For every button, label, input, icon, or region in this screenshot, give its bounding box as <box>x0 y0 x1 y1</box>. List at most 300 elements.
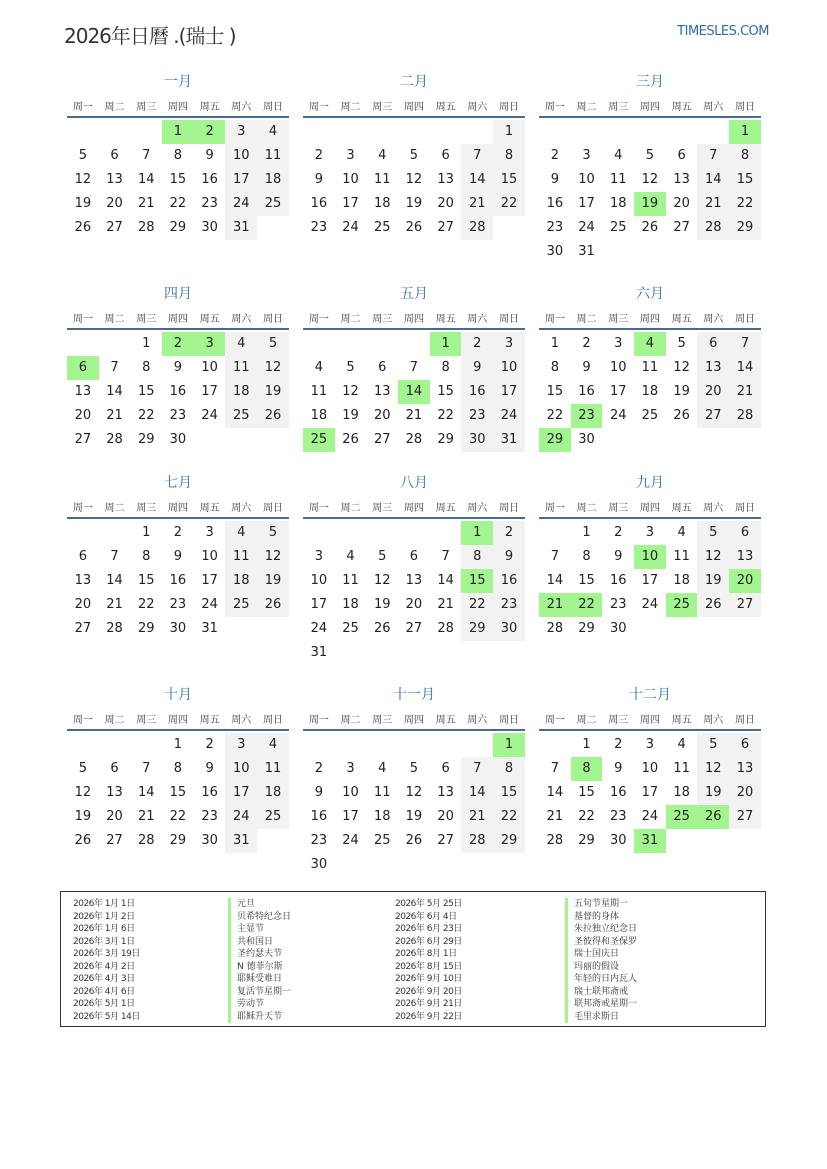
day-cell: 5 <box>378 549 387 564</box>
weekday-label: 周六 <box>703 102 724 113</box>
day-cell: 22 <box>729 192 761 216</box>
day-cell: 28 <box>106 432 123 447</box>
weekday-label: 周一 <box>72 102 93 113</box>
weekday-label: 周二 <box>340 314 361 325</box>
weekday-label: 周五 <box>199 102 220 113</box>
holiday-name: N 德菲尔斯 <box>228 961 291 974</box>
weekday-label: 周三 <box>608 102 629 113</box>
day-cell: 15 <box>169 785 187 800</box>
page-title: 2026年日曆 .(瑞士 ) <box>64 24 236 48</box>
day-cell: 21 <box>405 408 423 423</box>
weekday-label: 周六 <box>703 715 724 726</box>
day-cell: 29 <box>493 829 525 853</box>
holiday-name: 圣彼得和圣保罗 <box>565 936 637 949</box>
day-cell: 20 <box>106 809 123 824</box>
day-cell: 5 <box>257 521 289 545</box>
day-cell: 20 <box>405 597 423 612</box>
day-cell: 16 <box>169 573 187 588</box>
empty-cell <box>602 120 634 144</box>
holiday-name: 贝希特纪念日 <box>228 911 291 924</box>
weekday-label: 周五 <box>671 102 692 113</box>
day-cell: 6 <box>110 761 119 776</box>
day-cell: 13 <box>729 757 761 781</box>
day-cell: 31 <box>578 244 595 259</box>
day-cell: 9 <box>614 549 623 564</box>
day-cell: 11 <box>342 573 359 588</box>
weekday-label: 周六 <box>231 314 252 325</box>
day-cell: 6 <box>67 356 99 380</box>
day-cell: 22 <box>137 408 155 423</box>
day-cell: 30 <box>493 617 525 641</box>
day-cell: 3 <box>493 332 525 356</box>
day-cell: 8 <box>493 144 525 168</box>
day-cell: 7 <box>441 549 450 564</box>
holiday-name: 元旦 <box>228 898 291 911</box>
day-cell: 19 <box>405 196 423 211</box>
day-cell: 20 <box>437 196 454 211</box>
day-cell: 7 <box>110 549 119 564</box>
day-cell: 20 <box>437 809 454 824</box>
day-cell: 18 <box>225 569 257 593</box>
weekday-label: 周六 <box>467 715 488 726</box>
holiday-name: 毛里求斯日 <box>565 1011 637 1024</box>
empty-cell <box>366 521 398 545</box>
day-grid <box>539 733 761 853</box>
day-cell: 29 <box>461 617 493 641</box>
empty-cell <box>67 733 99 757</box>
day-cell: 19 <box>405 809 423 824</box>
month-name: 八月 <box>400 475 428 491</box>
holiday-name: 朱拉独立纪念日 <box>565 923 637 936</box>
day-cell: 13 <box>729 545 761 569</box>
weekday-label: 周日 <box>262 314 283 325</box>
day-cell: 21 <box>106 408 123 423</box>
day-cell: 14 <box>697 168 729 192</box>
day-cell: 4 <box>346 549 355 564</box>
day-cell: 17 <box>641 573 659 588</box>
day-cell: 28 <box>137 833 155 848</box>
weekday-label: 周二 <box>340 503 361 514</box>
day-cell: 13 <box>437 172 454 187</box>
day-cell: 27 <box>74 621 92 636</box>
day-cell: 25 <box>225 593 257 617</box>
day-cell: 16 <box>201 172 218 187</box>
day-cell: 27 <box>373 432 391 447</box>
weekday-label: 周四 <box>403 314 424 325</box>
day-cell: 14 <box>137 172 155 187</box>
day-cell: 12 <box>74 172 92 187</box>
day-cell: 3 <box>314 549 323 564</box>
day-cell: 3 <box>346 148 355 163</box>
month-name: 七月 <box>164 475 192 491</box>
weekday-label: 周三 <box>372 314 393 325</box>
day-cell: 16 <box>310 196 328 211</box>
day-cell: 20 <box>373 408 391 423</box>
day-cell: 23 <box>461 404 493 428</box>
day-cell: 8 <box>173 761 183 776</box>
weekday-label: 周日 <box>498 503 519 514</box>
holiday-date: 2026年 4月 2日 <box>73 961 135 972</box>
day-cell: 5 <box>645 148 655 163</box>
day-cell: 30 <box>461 428 493 452</box>
weekday-label: 周二 <box>104 102 125 113</box>
day-cell: 2 <box>461 332 493 356</box>
day-cell: 13 <box>373 384 391 399</box>
holiday-name: 五旬节星期一 <box>565 898 637 911</box>
day-cell: 16 <box>310 809 328 824</box>
holiday-name: 瑞士联邦斋戒 <box>565 986 637 999</box>
weekday-label: 周三 <box>608 715 629 726</box>
day-cell: 4 <box>677 737 686 752</box>
weekday-label: 周六 <box>703 314 724 325</box>
day-cell: 12 <box>673 360 690 375</box>
day-cell: 23 <box>169 597 187 612</box>
day-cell: 21 <box>437 597 454 612</box>
holiday-date: 2026年 6月 29日 <box>395 936 462 947</box>
day-cell: 27 <box>74 432 92 447</box>
day-cell: 27 <box>106 220 123 235</box>
weekday-label: 周五 <box>435 102 456 113</box>
empty-cell <box>539 521 571 545</box>
day-cell: 18 <box>641 384 659 399</box>
empty-cell <box>430 521 462 545</box>
day-grid <box>303 332 525 452</box>
day-cell: 7 <box>142 148 151 163</box>
day-cell: 24 <box>342 220 359 235</box>
holiday-dates-right <box>395 898 462 1023</box>
day-cell: 2 <box>314 148 323 163</box>
weekday-label: 周一 <box>544 102 565 113</box>
weekday-label: 周一 <box>308 503 329 514</box>
empty-cell <box>666 120 698 144</box>
empty-cell <box>461 733 493 757</box>
day-cell: 22 <box>461 593 493 617</box>
day-cell: 9 <box>314 172 323 187</box>
day-cell: 20 <box>697 380 729 404</box>
day-cell: 18 <box>673 785 690 800</box>
empty-cell <box>366 332 398 356</box>
day-cell: 24 <box>310 621 328 636</box>
holiday-date: 2026年 8月 15日 <box>395 961 462 972</box>
day-cell: 28 <box>437 621 454 636</box>
weekday-label: 周四 <box>403 102 424 113</box>
empty-cell <box>366 733 398 757</box>
weekday-label: 周二 <box>104 314 125 325</box>
site-link[interactable]: TIMESLES.COM <box>677 24 769 39</box>
day-cell: 12 <box>641 172 659 187</box>
day-cell: 2 <box>314 761 323 776</box>
day-cell: 11 <box>373 172 391 187</box>
month-name: 三月 <box>636 74 664 90</box>
empty-cell <box>303 521 335 545</box>
day-cell: 28 <box>405 432 423 447</box>
day-cell: 19 <box>697 569 729 593</box>
empty-cell <box>461 120 493 144</box>
day-cell: 22 <box>571 593 603 617</box>
day-cell: 20 <box>74 408 92 423</box>
weekday-label: 周六 <box>231 503 252 514</box>
day-cell: 7 <box>550 761 559 776</box>
day-cell: 25 <box>342 621 359 636</box>
weekday-label: 周六 <box>467 102 488 113</box>
day-cell: 30 <box>201 220 218 235</box>
weekday-label: 周三 <box>372 715 393 726</box>
day-cell: 4 <box>225 332 257 356</box>
weekday-label: 周一 <box>72 503 93 514</box>
day-cell: 1 <box>729 120 761 144</box>
day-cell: 24 <box>493 404 525 428</box>
day-cell: 8 <box>461 545 493 569</box>
day-cell: 10 <box>634 545 666 569</box>
day-cell: 24 <box>342 833 359 848</box>
day-cell: 10 <box>310 573 328 588</box>
weekday-label: 周二 <box>104 503 125 514</box>
day-cell: 9 <box>314 785 323 800</box>
day-cell: 26 <box>405 833 423 848</box>
day-cell: 23 <box>546 220 564 235</box>
day-cell: 2 <box>614 525 623 540</box>
day-cell: 7 <box>697 144 729 168</box>
weekday-label: 周二 <box>576 314 597 325</box>
day-cell: 19 <box>373 597 391 612</box>
day-cell: 10 <box>609 360 627 375</box>
day-cell: 8 <box>582 549 591 564</box>
weekday-label: 周五 <box>435 314 456 325</box>
day-cell: 25 <box>609 220 627 235</box>
day-cell: 5 <box>257 332 289 356</box>
empty-cell <box>398 521 430 545</box>
day-cell: 1 <box>162 120 194 144</box>
day-cell: 15 <box>578 785 595 800</box>
weekday-label: 周六 <box>703 503 724 514</box>
day-cell: 2 <box>162 332 194 356</box>
holiday-name: 共和国日 <box>228 936 291 949</box>
day-cell: 18 <box>257 781 289 805</box>
weekday-label: 周六 <box>231 102 252 113</box>
holiday-date: 2026年 1月 1日 <box>73 899 135 909</box>
weekday-label: 周三 <box>136 314 157 325</box>
day-cell: 14 <box>106 573 123 588</box>
day-cell: 25 <box>666 593 698 617</box>
day-cell: 1 <box>430 332 462 356</box>
day-cell: 9 <box>461 356 493 380</box>
day-cell: 12 <box>405 172 423 187</box>
day-cell: 14 <box>437 573 454 588</box>
day-cell: 19 <box>697 781 729 805</box>
weekday-label: 周四 <box>167 314 188 325</box>
day-cell: 31 <box>493 428 525 452</box>
holiday-name: 复活节星期一 <box>228 986 291 999</box>
empty-cell <box>99 332 131 356</box>
day-cell: 16 <box>201 785 218 800</box>
month-block <box>539 473 761 641</box>
day-cell: 30 <box>546 244 564 259</box>
weekday-label: 周五 <box>671 314 692 325</box>
day-cell: 8 <box>729 144 761 168</box>
day-cell: 4 <box>225 521 257 545</box>
day-cell: 1 <box>550 336 559 351</box>
month-block <box>303 72 525 240</box>
weekday-label: 周三 <box>372 503 393 514</box>
empty-cell <box>99 120 131 144</box>
month-block <box>67 473 289 641</box>
day-cell: 28 <box>461 216 493 240</box>
day-cell: 3 <box>194 332 226 356</box>
day-cell: 12 <box>74 785 92 800</box>
day-cell: 26 <box>641 220 659 235</box>
day-cell: 15 <box>137 573 155 588</box>
day-cell: 7 <box>110 360 119 375</box>
month-block <box>539 72 761 264</box>
weekday-label: 周日 <box>262 715 283 726</box>
day-cell: 29 <box>578 833 595 848</box>
day-cell: 18 <box>257 168 289 192</box>
day-cell: 31 <box>310 645 328 660</box>
day-cell: 29 <box>539 428 571 452</box>
day-cell: 23 <box>310 220 328 235</box>
day-cell: 3 <box>614 336 623 351</box>
day-cell: 28 <box>546 833 564 848</box>
day-cell: 10 <box>342 785 359 800</box>
day-cell: 28 <box>106 621 123 636</box>
day-cell: 11 <box>257 757 289 781</box>
day-cell: 12 <box>697 757 729 781</box>
day-cell: 19 <box>257 569 289 593</box>
day-cell: 10 <box>225 144 257 168</box>
day-cell: 26 <box>673 408 690 423</box>
day-cell: 4 <box>257 120 289 144</box>
day-cell: 17 <box>493 380 525 404</box>
weekday-label: 周三 <box>608 503 629 514</box>
day-cell: 17 <box>225 168 257 192</box>
weekday-label: 周日 <box>498 715 519 726</box>
month-block <box>539 284 761 452</box>
empty-cell <box>539 733 571 757</box>
weekday-label: 周三 <box>136 102 157 113</box>
day-cell: 29 <box>578 621 595 636</box>
day-cell: 16 <box>169 384 187 399</box>
day-cell: 12 <box>257 356 289 380</box>
holiday-date: 2026年 3月 19日 <box>73 949 140 959</box>
day-cell: 2 <box>493 521 525 545</box>
day-cell: 30 <box>609 621 627 636</box>
day-cell: 31 <box>634 829 666 853</box>
holiday-date: 2026年 5月 25日 <box>395 899 462 909</box>
day-cell: 8 <box>441 360 450 375</box>
day-cell: 9 <box>614 761 623 776</box>
day-cell: 21 <box>729 380 761 404</box>
day-cell: 13 <box>437 785 454 800</box>
day-cell: 11 <box>225 356 257 380</box>
day-cell: 14 <box>546 785 564 800</box>
month-name: 九月 <box>636 475 664 491</box>
day-cell: 15 <box>437 384 454 399</box>
holiday-date: 2026年 9月 22日 <box>395 1011 462 1022</box>
weekday-label: 周日 <box>734 715 755 726</box>
day-cell: 21 <box>697 192 729 216</box>
day-cell: 23 <box>201 196 218 211</box>
day-cell: 15 <box>493 781 525 805</box>
weekday-label: 周日 <box>734 314 755 325</box>
day-cell: 26 <box>373 621 391 636</box>
day-cell: 8 <box>142 549 151 564</box>
day-cell: 24 <box>578 220 595 235</box>
day-cell: 27 <box>729 805 761 829</box>
month-block <box>303 284 525 452</box>
day-cell: 16 <box>461 380 493 404</box>
day-cell: 18 <box>609 196 627 211</box>
day-cell: 6 <box>409 549 419 564</box>
day-cell: 26 <box>405 220 423 235</box>
holiday-date: 2026年 5月 14日 <box>73 1011 140 1022</box>
empty-cell <box>398 733 430 757</box>
month-block <box>67 685 289 853</box>
day-cell: 28 <box>137 220 155 235</box>
empty-cell <box>571 120 603 144</box>
weekday-label: 周二 <box>576 503 597 514</box>
day-cell: 23 <box>609 809 627 824</box>
day-cell: 21 <box>106 597 123 612</box>
day-cell: 21 <box>539 593 571 617</box>
day-cell: 29 <box>169 833 187 848</box>
day-cell: 27 <box>673 220 690 235</box>
day-cell: 9 <box>173 360 183 375</box>
holiday-date: 2026年 4月 6日 <box>73 986 135 997</box>
day-cell: 9 <box>205 761 214 776</box>
day-cell: 7 <box>142 761 151 776</box>
day-cell: 18 <box>342 597 359 612</box>
day-cell: 14 <box>729 356 761 380</box>
day-cell: 26 <box>74 220 92 235</box>
day-cell: 19 <box>634 192 666 216</box>
day-cell: 28 <box>697 216 729 240</box>
month-name: 二月 <box>400 74 428 90</box>
weekday-label: 周三 <box>136 503 157 514</box>
day-cell: 10 <box>578 172 595 187</box>
weekday-label: 周五 <box>671 503 692 514</box>
weekday-header <box>67 708 289 731</box>
day-cell: 5 <box>409 761 419 776</box>
weekday-label: 周四 <box>403 715 424 726</box>
holiday-name: 主显节 <box>228 923 291 936</box>
day-cell: 10 <box>225 757 257 781</box>
weekday-label: 周四 <box>403 503 424 514</box>
day-cell: 24 <box>641 597 659 612</box>
day-cell: 16 <box>546 196 564 211</box>
weekday-label: 周五 <box>435 503 456 514</box>
day-cell: 30 <box>201 833 218 848</box>
day-cell: 10 <box>201 360 218 375</box>
holiday-name: 劳动节 <box>228 998 291 1011</box>
weekday-header <box>303 496 525 519</box>
day-cell: 24 <box>609 408 627 423</box>
day-cell: 23 <box>609 597 627 612</box>
holiday-name: 基督的身体 <box>565 911 637 924</box>
day-cell: 12 <box>697 545 729 569</box>
day-cell: 11 <box>310 384 328 399</box>
day-cell: 6 <box>729 521 761 545</box>
day-grid <box>67 733 289 853</box>
day-cell: 12 <box>405 785 423 800</box>
weekday-label: 周日 <box>498 102 519 113</box>
weekday-label: 周四 <box>639 314 660 325</box>
day-cell: 1 <box>142 336 151 351</box>
day-cell: 24 <box>201 597 218 612</box>
day-cell: 15 <box>169 172 187 187</box>
day-cell: 25 <box>257 192 289 216</box>
month-name: 一月 <box>164 74 192 90</box>
weekday-label: 周四 <box>639 102 660 113</box>
